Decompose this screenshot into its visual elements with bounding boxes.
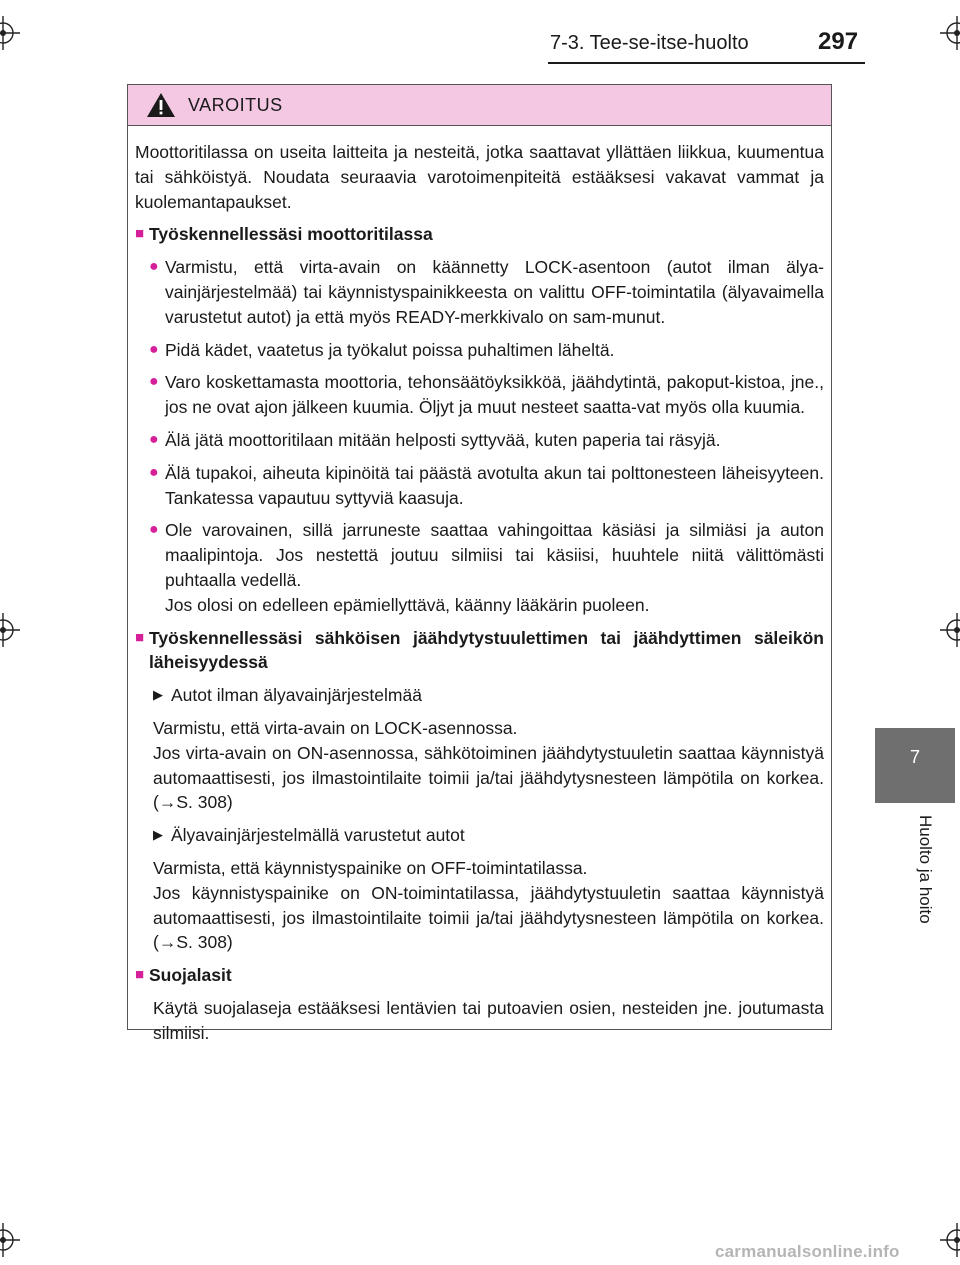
- list-item-text: Jos olosi on edelleen epämiellyttävä, käänny lääkärin puoleen.: [165, 594, 650, 615]
- triangle-right-icon: ▶: [153, 827, 163, 843]
- warning-body: [128, 126, 831, 1046]
- section-heading: ■ Suojalasit: [135, 963, 824, 988]
- section-heading: ■ Työskennellessäsi sähköisen jäähdytystuulettimen tai jäähdyttimen säleikön läheisyydessä: [135, 626, 824, 676]
- list-item: ● Varo koskettamasta moottoria, tehonsäätöyksikköä, jäähdytintä, pakoput-kistoa, jne., jos ne ovat ajon jälkeen kuumia. Öljyt ja muut nesteet saatta-vat myös olla kuumia.: [149, 370, 824, 420]
- list-item-text: Ole varovainen, sillä jarruneste saattaa vahingoittaa käsiäsi ja silmiäsi ja auton maalipintoja. Jos nestettä joutuu silmiisi tai käsiisi, huuhtele niitä välittömästi puhtaalla vedellä.: [165, 520, 824, 590]
- registration-mark-icon: [940, 1223, 960, 1257]
- dot-bullet-icon: ●: [149, 521, 159, 539]
- paragraph: Varmista, että käynnistyspainike on OFF-toimintatilassa. Jos käynnistyspainike on ON-toimintatilassa, jäähdytystuuletin saattaa käynnistyä automaattisesti, jos ilmastointilaite toimii ja/tai jäähdytysnesteen lämpötila on korkea. (→S. 308): [153, 857, 824, 953]
- section-heading: ■ Työskennellessäsi moottoritilassa: [135, 222, 824, 247]
- registration-mark-icon: [940, 613, 960, 647]
- square-bullet-icon: ■: [135, 628, 145, 646]
- chapter-label: Huolto ja hoito: [916, 815, 935, 924]
- dot-bullet-icon: ●: [149, 463, 159, 481]
- warning-triangle-icon: [146, 92, 176, 118]
- registration-mark-icon: [940, 16, 960, 50]
- paragraph: Varmistu, että virta-avain on LOCK-asennossa. Jos virta-avain on ON-asennossa, sähkötoiminen jäähdytystuuletin saattaa käynnistyä automaattisesti, jos ilmastointilaite toimii ja/tai jäähdytysnesteen lämpötila on korkea. (→S. 308): [153, 717, 824, 813]
- section-title: 7-3. Tee-se-itse-huolto: [550, 32, 749, 54]
- warning-box: [127, 84, 832, 1043]
- subheading: ▶ Autot ilman älyavainjärjestelmää: [153, 683, 824, 708]
- dot-bullet-icon: ●: [149, 258, 159, 276]
- warning-title: VAROITUS: [188, 94, 283, 115]
- warning-header: [128, 85, 831, 126]
- square-bullet-icon: ■: [135, 966, 145, 984]
- header-rule: [548, 62, 865, 64]
- registration-mark-icon: [0, 613, 20, 647]
- warning-intro: Moottoritilassa on useita laitteita ja nesteitä, jotka saattavat yllättäen liikkua, kuumentua tai sähköistyä. Noudata seuraavia varotoimenpiteitä estääksesi vakavat vammat ja kuolemantapaukset.: [135, 142, 824, 212]
- dot-bullet-icon: ●: [149, 430, 159, 448]
- subheading: ▶ Älyavainjärjestelmällä varustetut autot: [153, 823, 824, 848]
- watermark: carmanualsonline.info: [715, 1242, 900, 1261]
- registration-mark-icon: [0, 1223, 20, 1257]
- registration-mark-icon: [0, 16, 20, 50]
- list-item: [149, 518, 824, 617]
- square-bullet-icon: ■: [135, 225, 145, 243]
- dot-bullet-icon: ●: [149, 373, 159, 391]
- list-item: ● Varmistu, että virta-avain on käännetty LOCK-asentoon (autot ilman älya-vainjärjestelmää) tai käynnistyspainikkeesta on valittu OFF-toimintatila (älyavaimella varustetut autot) ja että myös READY-merkkivalo on sam-munut.: [149, 255, 824, 329]
- list-item: ● Älä tupakoi, aiheuta kipinöitä tai päästä avotulta akun tai polttonesteen läheisyyteen. Tankatessa vapautuu syttyviä kaasuja.: [149, 461, 824, 511]
- page-number: 297: [818, 28, 859, 55]
- list-item: ● Pidä kädet, vaatetus ja työkalut poissa puhaltimen läheltä.: [149, 338, 824, 363]
- triangle-right-icon: ▶: [153, 687, 163, 703]
- chapter-tab: 7: [875, 728, 955, 803]
- dot-bullet-icon: ●: [149, 340, 159, 358]
- paragraph: Käytä suojalaseja estääksesi lentävien tai putoavien osien, nesteiden jne. joutumasta silmiisi.: [153, 997, 824, 1043]
- list-item: ● Älä jätä moottoritilaan mitään helposti syttyvää, kuten paperia tai räsyjä.: [149, 428, 824, 453]
